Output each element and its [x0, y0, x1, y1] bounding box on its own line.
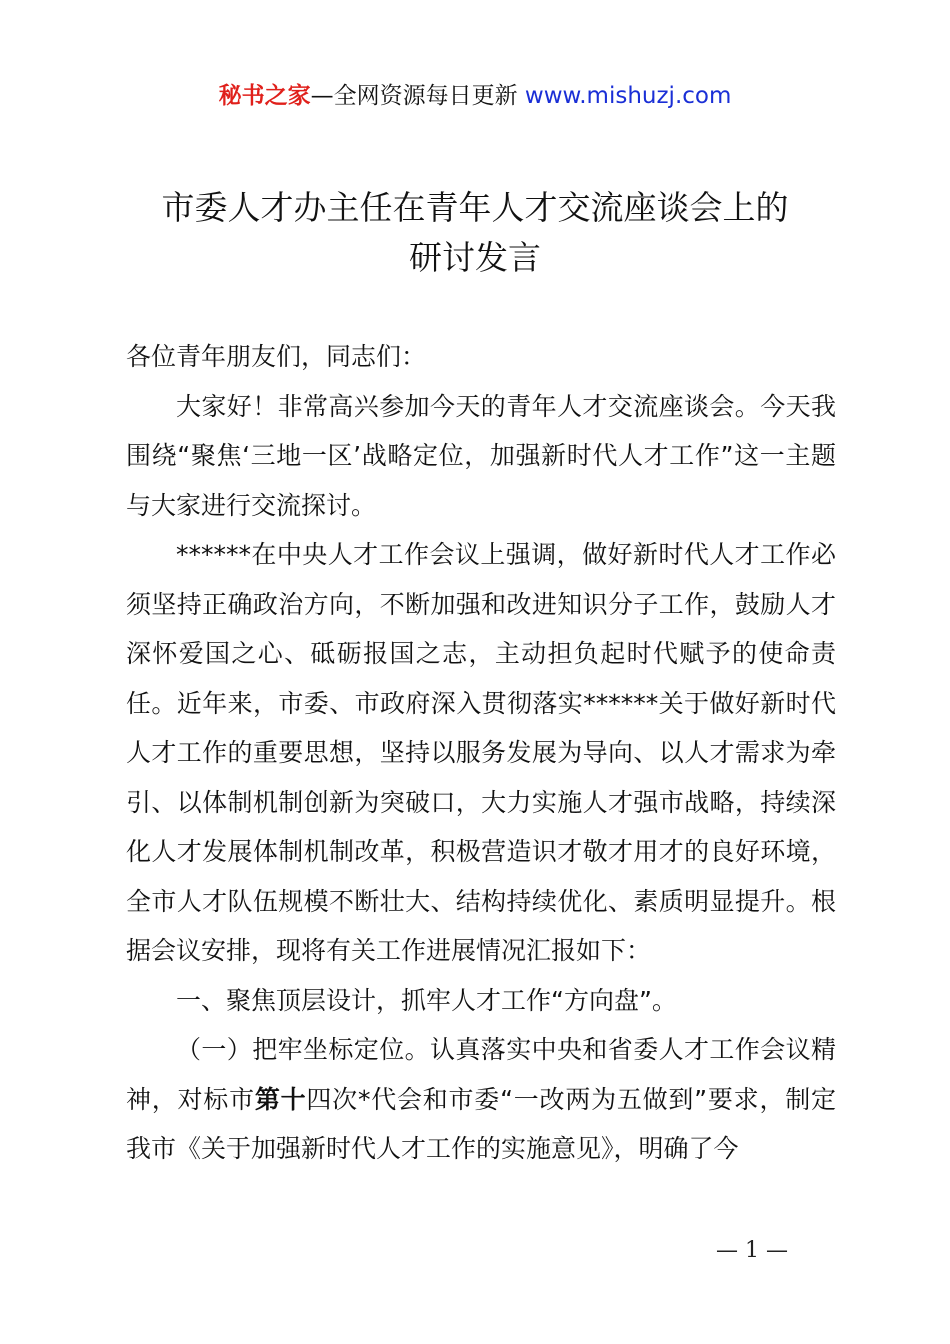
section-heading-1: 一、聚焦顶层设计，抓牢人才工作“方向盘”。 [176, 985, 677, 1015]
paragraph-subsection-1-part-a: （一）把牢坐标定位。认真落实中央和省委人才工作会议精神，对标市 [126, 1035, 836, 1114]
title-line-2: 研讨发言 [409, 238, 541, 277]
paragraph-subsection-1-bold: 第十 [254, 1084, 307, 1114]
header-slogan: —全网资源每日更新 [310, 83, 525, 109]
site-header [0, 80, 950, 112]
paragraph-subsection-1-part-b: 四次*代会和市委“一改两为五做到”要求，制定我市《关于加强新时代人才工作的实施意见》，明确了今 [126, 1084, 836, 1163]
title-line-1: 市委人才办主任在青年人才交流座谈会上的 [161, 188, 789, 227]
site-url[interactable]: www.mishuzj.com [524, 83, 732, 109]
salutation: 各位青年朋友们，同志们： [126, 342, 427, 371]
document-body [126, 332, 836, 1174]
paragraph-subsection-1 [126, 1025, 836, 1174]
brand-name: 秘书之家 [218, 83, 311, 109]
paragraph-opening: 大家好！非常高兴参加今天的青年人才交流座谈会。今天我围绕“聚焦‘三地一区’战略定位，加强新时代人才工作”这一主题与大家进行交流探讨。 [126, 391, 836, 520]
paragraph-background: ******在中央人才工作会议上强调，做好新时代人才工作必须坚持正确政治方向，不断加强和改进知识分子工作，鼓励人才深怀爱国之心、砥砺报国之志，主动担负起时代赋予的使命责任。近年来，市委、市政府深入贯彻落实******关于做好新时代人才工作的重要思想，坚持以服务发展为导向、以人才需求为牵引、以体制机制创新为突破口，大力实施人才强市战略，持续深化人才发展体制机制改革，积极营造识才敬才用才的良好环境，全市人才队伍规模不断壮大、结构持续优化、素质明显提升。根据会议安排，现将有关工作进展情况汇报如下： [126, 540, 836, 965]
page-number: — 1 — [716, 1238, 788, 1263]
document-title [0, 183, 950, 283]
